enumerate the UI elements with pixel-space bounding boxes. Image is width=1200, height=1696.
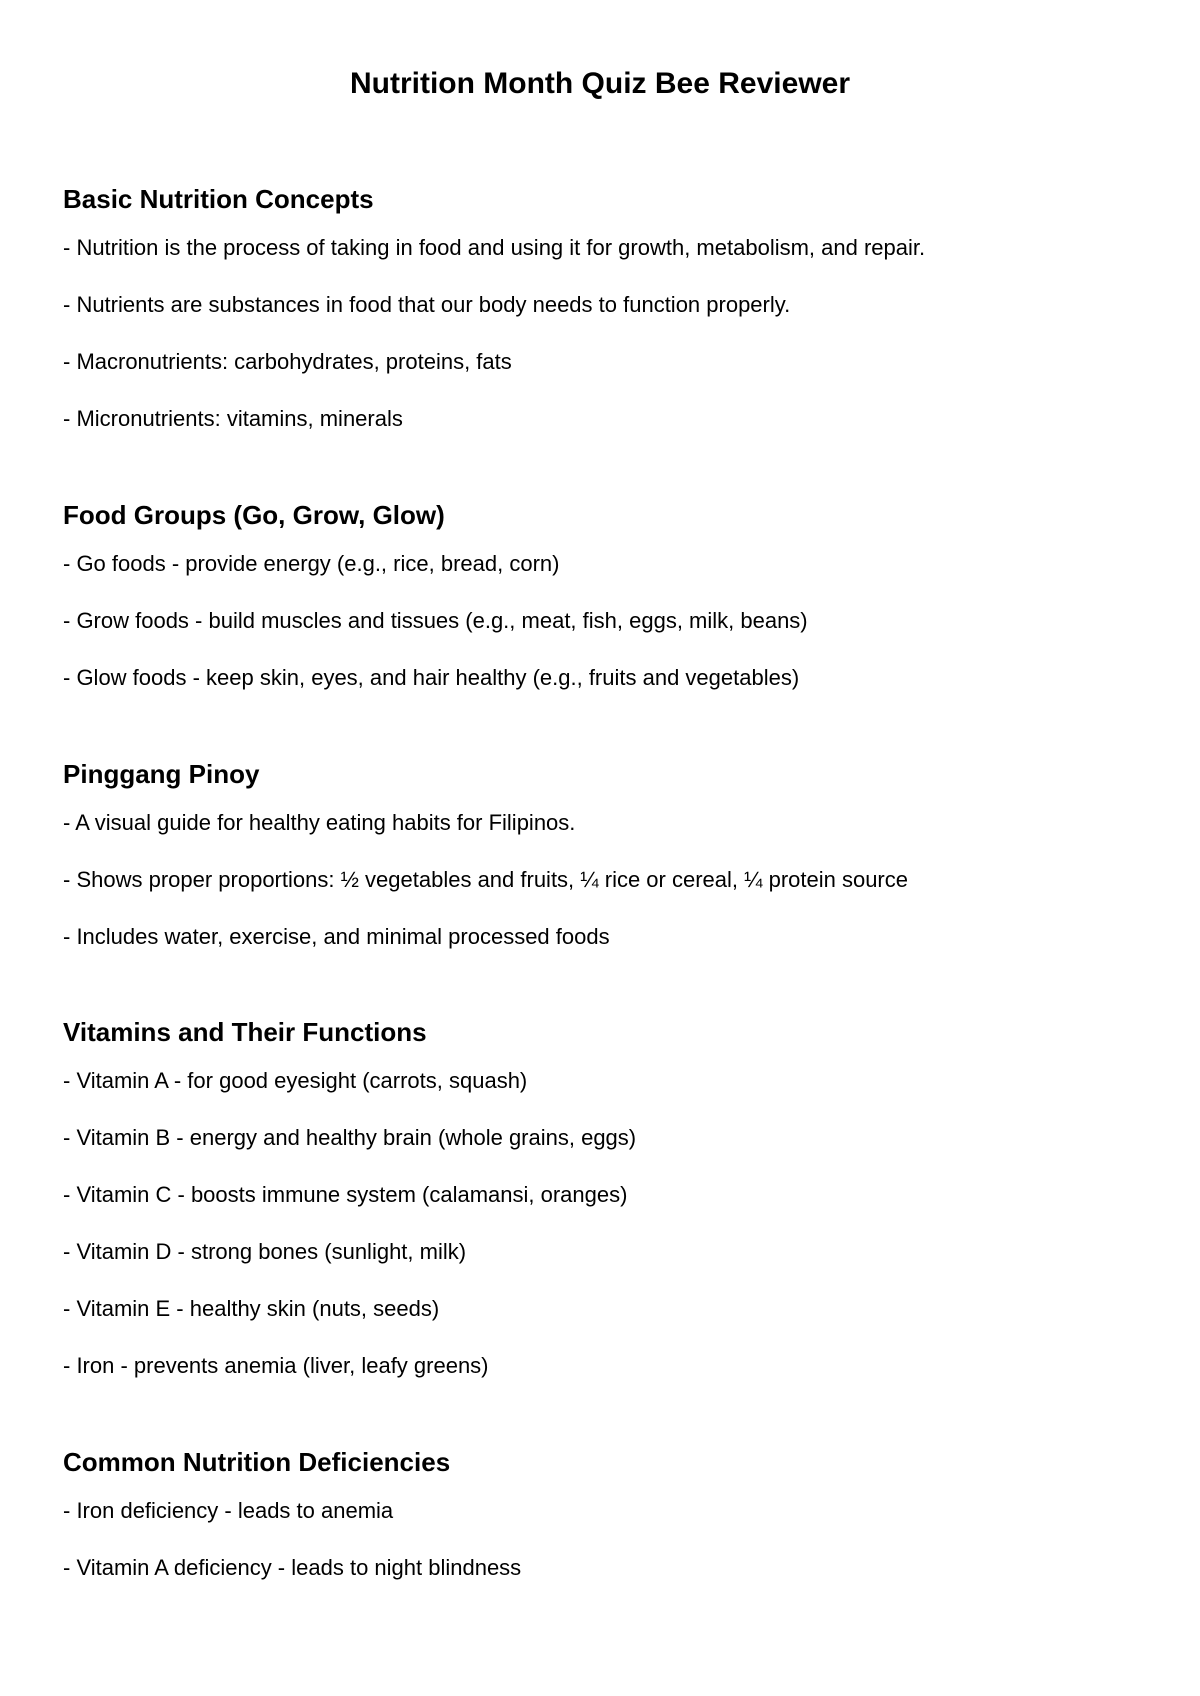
section-heading: Common Nutrition Deficiencies [63, 1447, 451, 1477]
bullet-item: - Macronutrients: carbohydrates, proteins, fats [63, 349, 512, 374]
bullet-item: - Nutrition is the process of taking in food and using it for growth, metabolism, and repair. [63, 235, 926, 260]
bullet-item: - Go foods - provide energy (e.g., rice, bread, corn) [63, 551, 560, 576]
bullet-item: - Iron - prevents anemia (liver, leafy greens) [63, 1353, 489, 1378]
section-heading: Basic Nutrition Concepts [63, 184, 374, 214]
bullet-item: - Micronutrients: vitamins, minerals [63, 406, 403, 431]
section-heading: Food Groups (Go, Grow, Glow) [63, 500, 445, 530]
section-basic-nutrition-concepts [63, 182, 1143, 434]
bullet-item: - Vitamin A - for good eyesight (carrots, squash) [63, 1068, 528, 1093]
section-heading: Pinggang Pinoy [63, 759, 260, 789]
bullet-item: - Includes water, exercise, and minimal processed foods [63, 924, 610, 949]
bullet-item: - Vitamin A deficiency - leads to night blindness [63, 1555, 522, 1580]
section-common-deficiencies [63, 1445, 1143, 1583]
bullet-item: - Grow foods - build muscles and tissues (e.g., meat, fish, eggs, milk, beans) [63, 608, 808, 633]
bullet-item: - Iron deficiency - leads to anemia [63, 1498, 394, 1523]
bullet-item: - Shows proper proportions: ½ vegetables and fruits, ¼ rice or cereal, ¼ protein source [63, 867, 908, 892]
section-heading: Vitamins and Their Functions [63, 1017, 427, 1047]
section-pinggang-pinoy [63, 757, 1143, 952]
bullet-item: - Vitamin B - energy and healthy brain (whole grains, eggs) [63, 1125, 637, 1150]
bullet-item: - Vitamin E - healthy skin (nuts, seeds) [63, 1296, 440, 1321]
bullet-item: - Glow foods - keep skin, eyes, and hair healthy (e.g., fruits and vegetables) [63, 665, 800, 690]
section-vitamins-functions [63, 1015, 1143, 1381]
document-title: Nutrition Month Quiz Bee Reviewer [349, 67, 851, 100]
bullet-item: - A visual guide for healthy eating habits for Filipinos. [63, 810, 576, 835]
bullet-item: - Vitamin C - boosts immune system (calamansi, oranges) [63, 1182, 628, 1207]
section-food-groups [63, 498, 1143, 693]
bullet-item: - Nutrients are substances in food that our body needs to function properly. [63, 292, 791, 317]
bullet-item: - Vitamin D - strong bones (sunlight, milk) [63, 1239, 467, 1264]
